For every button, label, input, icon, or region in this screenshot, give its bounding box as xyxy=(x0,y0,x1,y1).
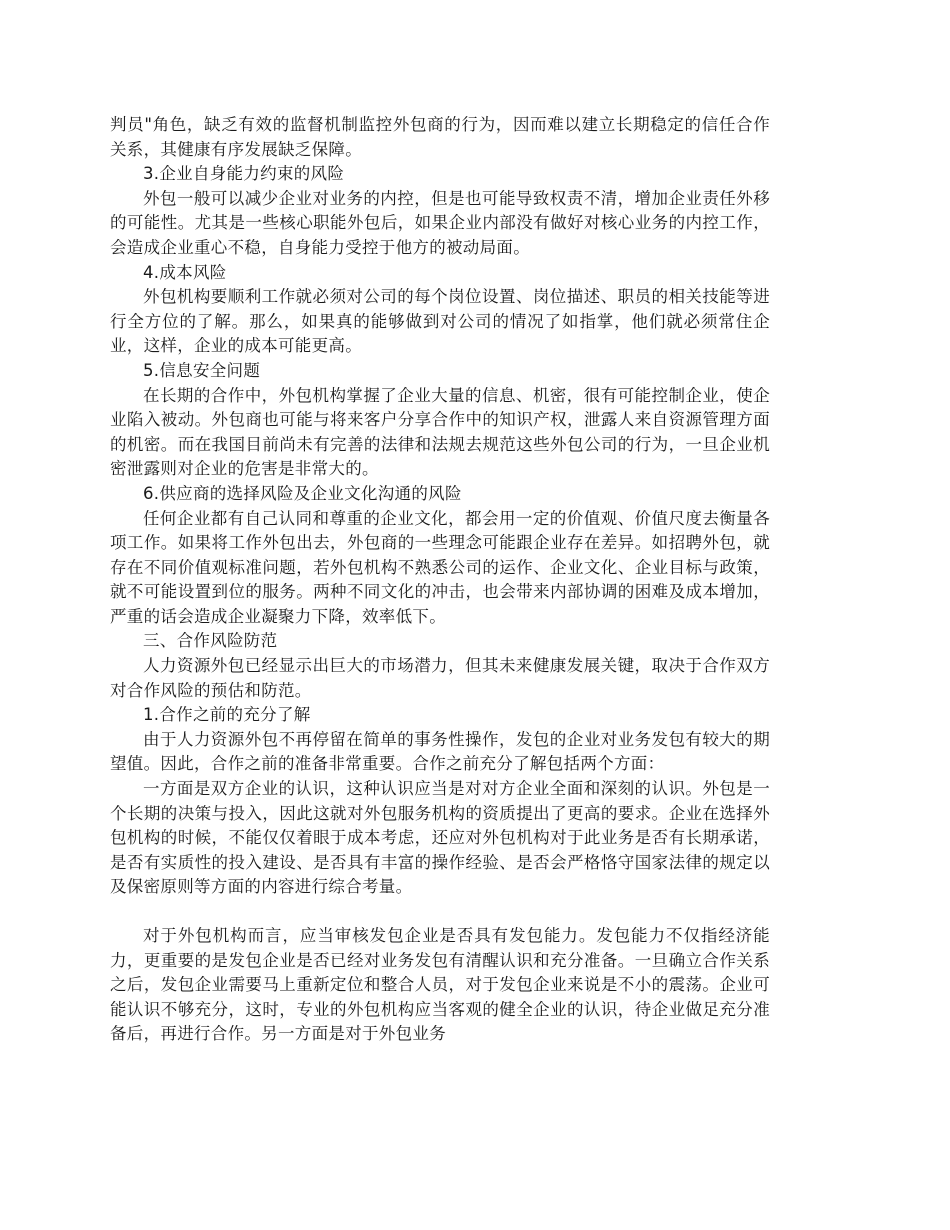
paragraph-info-security: 在长期的合作中，外包机构掌握了企业大量的信息、机密，很有可能控制企业，使企业陷入被动。外包商也可能与将来客户分享合作中的知识产权，泄露人来自资源管理方面的机密。而在我国目前尚未有完善的法律和法规去规范这些外包公司的行为，一旦企业机密泄露则对企业的危害是非常大的。 xyxy=(110,385,770,479)
section-heading-info-security: 5.信息安全问题 xyxy=(143,360,261,380)
paragraph-supplier-culture-risk: 任何企业都有自己认同和尊重的企业文化，都会用一定的价值观、价值尺度去衡量各项工作。如果将工作外包出去，外包商的一些理念可能跟企业存在差异。如招聘外包，就存在不同价值观标准问题，若外包机构不熟悉公司的运作、企业文化、企业目标与政策，就不可能设置到位的服务。两种不同文化的冲击，也会带来内部协调的困难及成本增加，严重的话会造成企业凝聚力下降，效率低下。 xyxy=(110,508,770,626)
paragraph-continuation: 判员"角色，缺乏有效的监督机制监控外包商的行为，因而难以建立长期稳定的信任合作关系，其健康有序发展缺乏保障。 xyxy=(110,115,770,159)
section-heading-risk-prevention: 三、合作风险防范 xyxy=(143,631,278,651)
paragraph-cost-risk: 外包机构要顺利工作就必须对公司的每个岗位设置、岗位描述、职员的相关技能等进行全方位的了解。那么，如果真的能够做到对公司的情况了如指掌，他们就必须常住企业，这样，企业的成本可能更高。 xyxy=(110,287,770,356)
section-heading-capability-risk: 3.企业自身能力约束的风险 xyxy=(143,164,345,184)
section-heading-cost-risk: 4.成本风险 xyxy=(143,262,227,282)
document-body xyxy=(110,113,770,1047)
paragraph-vendor-perspective: 对于外包机构而言，应当审核发包企业是否具有发包能力。发包能力不仅指经济能力，更重要的是发包企业是否已经对业务发包有清醒认识和充分准备。一旦确立合作关系之后，发包企业需要马上重新定位和整合人员，对于发包企业来说是不小的震荡。企业可能认识不够充分，这时，专业的外包机构应当客观的健全企业的认识，待企业做足充分准备后，再进行合作。另一方面是对于外包业务 xyxy=(110,926,770,1044)
section-heading-prior-understanding: 1.合作之前的充分了解 xyxy=(143,705,311,725)
paragraph-prior-understanding: 由于人力资源外包不再停留在简单的事务性操作，发包的企业对业务发包有较大的期望值。因此，合作之前的准备非常重要。合作之前充分了解包括两个方面： xyxy=(110,729,770,774)
section-heading-supplier-culture-risk: 6.供应商的选择风险及企业文化沟通的风险 xyxy=(143,483,462,503)
paragraph-capability-risk: 外包一般可以减少企业对业务的内控，但是也可能导致权责不清，增加企业责任外移的可能性。尤其是一些核心职能外包后，如果企业内部没有做好对核心业务的内控工作，会造成企业重心不稳，自身能力受控于他方的被动局面。 xyxy=(110,188,770,257)
paragraph-spacer xyxy=(110,900,770,924)
paragraph-risk-prevention: 人力资源外包已经显示出巨大的市场潜力，但其未来健康发展关键，取决于合作双方对合作风险的预估和防范。 xyxy=(110,656,770,700)
paragraph-mutual-understanding: 一方面是双方企业的认识，这种认识应当是对对方企业全面和深刻的认识。外包是一个长期的决策与投入，因此这就对外包服务机构的资质提出了更高的要求。企业在选择外包机构的时候，不能仅仅着眼于成本考虑，还应对外包机构对于此业务是否有长期承诺，是否有实质性的投入建设、是否具有丰富的操作经验、是否会严格恪守国家法律的规定以及保密原则等方面的内容进行综合考量。 xyxy=(110,779,770,897)
